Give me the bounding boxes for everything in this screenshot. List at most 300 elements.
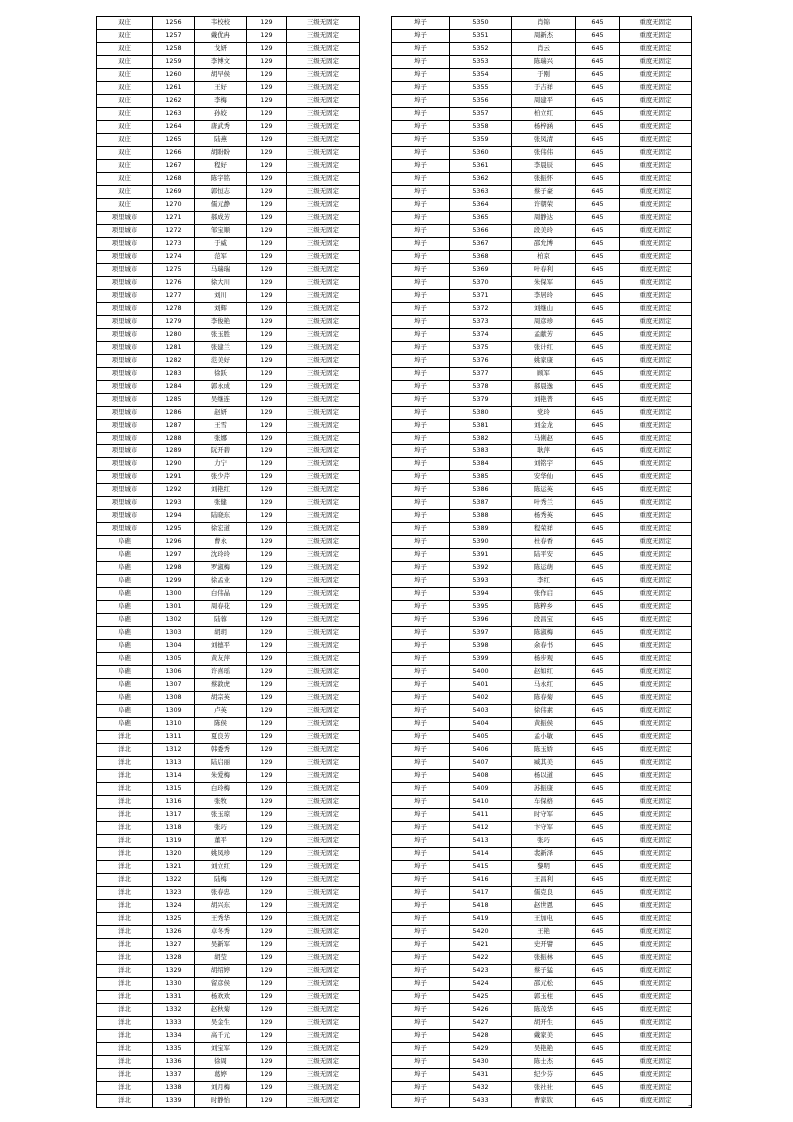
table-row [392, 718, 692, 731]
name-cell: 刘继山 [512, 302, 576, 315]
table-row [97, 237, 360, 250]
name-cell: 赵秋菊 [195, 1003, 247, 1016]
name-cell: 柏立红 [512, 107, 576, 120]
amount-cell: 645 [576, 731, 620, 744]
category-cell: 重度无固定 [620, 601, 692, 614]
area-cell: 埠子 [392, 588, 450, 601]
id-cell: 1330 [153, 977, 195, 990]
amount-cell: 129 [247, 796, 287, 809]
amount-cell: 129 [247, 640, 287, 653]
id-cell: 1288 [153, 432, 195, 445]
id-cell: 5424 [450, 977, 512, 990]
area-cell: 埠子 [392, 783, 450, 796]
amount-cell: 129 [247, 354, 287, 367]
id-cell: 5389 [450, 523, 512, 536]
table-row [97, 1003, 360, 1016]
name-cell: 于威 [195, 237, 247, 250]
category-cell: 重度无固定 [620, 614, 692, 627]
table-row [97, 731, 360, 744]
amount-cell: 645 [576, 977, 620, 990]
table-row [97, 783, 360, 796]
table-row [97, 653, 360, 666]
category-cell: 三级无固定 [287, 562, 360, 575]
table-row [392, 445, 692, 458]
category-cell: 三级无固定 [287, 471, 360, 484]
category-cell: 三级无固定 [287, 302, 360, 315]
table-row [392, 938, 692, 951]
table-row [97, 17, 360, 30]
table-row [97, 523, 360, 536]
category-cell: 重度无固定 [620, 783, 692, 796]
name-cell: 阮开碧 [195, 445, 247, 458]
amount-cell: 645 [576, 640, 620, 653]
area-cell: 项里城市 [97, 211, 153, 224]
id-cell: 1262 [153, 94, 195, 107]
name-cell: 胡盼盼 [195, 146, 247, 159]
area-cell: 埠子 [392, 990, 450, 1003]
area-cell: 项里城市 [97, 328, 153, 341]
amount-cell: 645 [576, 315, 620, 328]
area-cell: 洋北 [97, 1068, 153, 1081]
area-cell: 阜礁 [97, 705, 153, 718]
area-cell: 双庄 [97, 172, 153, 185]
category-cell: 重度无固定 [620, 42, 692, 55]
category-cell: 三级无固定 [287, 406, 360, 419]
area-cell: 埠子 [392, 17, 450, 30]
name-cell: 党玲 [512, 406, 576, 419]
category-cell: 重度无固定 [620, 912, 692, 925]
table-row [97, 1081, 360, 1094]
right-roster-table [391, 16, 692, 1108]
id-cell: 1319 [153, 835, 195, 848]
category-cell: 三级无固定 [287, 185, 360, 198]
area-cell: 阜礁 [97, 640, 153, 653]
table-row [392, 731, 692, 744]
id-cell: 5420 [450, 925, 512, 938]
amount-cell: 645 [576, 328, 620, 341]
amount-cell: 645 [576, 497, 620, 510]
id-cell: 5365 [450, 211, 512, 224]
area-cell: 双庄 [97, 29, 153, 42]
name-cell: 胡莹 [195, 951, 247, 964]
id-cell: 5413 [450, 835, 512, 848]
area-cell: 埠子 [392, 873, 450, 886]
name-cell: 张凤清 [512, 133, 576, 146]
area-cell: 埠子 [392, 432, 450, 445]
name-cell: 李晨辰 [512, 159, 576, 172]
table-row [392, 835, 692, 848]
amount-cell: 129 [247, 263, 287, 276]
name-cell: 张巧 [195, 822, 247, 835]
category-cell: 三级无固定 [287, 315, 360, 328]
amount-cell: 129 [247, 17, 287, 30]
id-cell: 5375 [450, 341, 512, 354]
table-row [392, 198, 692, 211]
area-cell: 埠子 [392, 393, 450, 406]
amount-cell: 129 [247, 250, 287, 263]
category-cell: 三级无固定 [287, 912, 360, 925]
area-cell: 项里城市 [97, 432, 153, 445]
amount-cell: 129 [247, 666, 287, 679]
category-cell: 重度无固定 [620, 1081, 692, 1094]
area-cell: 洋北 [97, 809, 153, 822]
category-cell: 重度无固定 [620, 925, 692, 938]
name-cell: 郭永成 [195, 380, 247, 393]
table-row [97, 757, 360, 770]
amount-cell: 645 [576, 133, 620, 146]
name-cell: 陈淑梅 [512, 627, 576, 640]
name-cell: 时静怡 [195, 1094, 247, 1107]
id-cell: 1302 [153, 614, 195, 627]
id-cell: 1299 [153, 575, 195, 588]
area-cell: 双庄 [97, 107, 153, 120]
category-cell: 三级无固定 [287, 55, 360, 68]
table-row [97, 263, 360, 276]
amount-cell: 129 [247, 315, 287, 328]
table-row [392, 354, 692, 367]
area-cell: 埠子 [392, 549, 450, 562]
name-cell: 蔡子豪 [512, 185, 576, 198]
area-cell: 项里城市 [97, 341, 153, 354]
id-cell: 1275 [153, 263, 195, 276]
area-cell: 洋北 [97, 1029, 153, 1042]
table-row [392, 328, 692, 341]
area-cell: 阜礁 [97, 536, 153, 549]
name-cell: 王艳 [512, 925, 576, 938]
category-cell: 三级无固定 [287, 1094, 360, 1107]
name-cell: 赵妍 [195, 406, 247, 419]
name-cell: 杨步观 [512, 653, 576, 666]
table-row [392, 757, 692, 770]
category-cell: 重度无固定 [620, 17, 692, 30]
name-cell: 段美玲 [512, 224, 576, 237]
id-cell: 5364 [450, 198, 512, 211]
table-row [97, 146, 360, 159]
category-cell: 重度无固定 [620, 964, 692, 977]
table-row [392, 770, 692, 783]
id-cell: 1270 [153, 198, 195, 211]
id-cell: 5381 [450, 419, 512, 432]
amount-cell: 645 [576, 29, 620, 42]
area-cell: 埠子 [392, 198, 450, 211]
id-cell: 1323 [153, 886, 195, 899]
amount-cell: 645 [576, 302, 620, 315]
category-cell: 重度无固定 [620, 94, 692, 107]
category-cell: 三级无固定 [287, 666, 360, 679]
amount-cell: 129 [247, 964, 287, 977]
category-cell: 重度无固定 [620, 1003, 692, 1016]
id-cell: 5392 [450, 562, 512, 575]
area-cell: 双庄 [97, 68, 153, 81]
table-row [392, 796, 692, 809]
category-cell: 重度无固定 [620, 1016, 692, 1029]
table-row [392, 523, 692, 536]
name-cell: 姚家康 [512, 354, 576, 367]
name-cell: 范军 [195, 250, 247, 263]
name-cell: 赵如红 [512, 666, 576, 679]
category-cell: 重度无固定 [620, 575, 692, 588]
area-cell: 项里城市 [97, 224, 153, 237]
name-cell: 董平 [195, 835, 247, 848]
area-cell: 项里城市 [97, 406, 153, 419]
category-cell: 重度无固定 [620, 497, 692, 510]
amount-cell: 129 [247, 1055, 287, 1068]
amount-cell: 645 [576, 120, 620, 133]
amount-cell: 129 [247, 328, 287, 341]
name-cell: 周静达 [512, 211, 576, 224]
area-cell: 项里城市 [97, 289, 153, 302]
name-cell: 徐孟业 [195, 575, 247, 588]
amount-cell: 129 [247, 289, 287, 302]
name-cell: 葛婷 [195, 1068, 247, 1081]
amount-cell: 645 [576, 1081, 620, 1094]
name-cell: 郝成芳 [195, 211, 247, 224]
table-row [392, 42, 692, 55]
table-row [392, 666, 692, 679]
id-cell: 5367 [450, 237, 512, 250]
name-cell: 陆启丽 [195, 757, 247, 770]
table-row [392, 17, 692, 30]
table-row [392, 419, 692, 432]
area-cell: 埠子 [392, 718, 450, 731]
amount-cell: 129 [247, 912, 287, 925]
amount-cell: 129 [247, 81, 287, 94]
amount-cell: 129 [247, 601, 287, 614]
id-cell: 5412 [450, 822, 512, 835]
area-cell: 洋北 [97, 770, 153, 783]
name-cell: 裴新泽 [512, 848, 576, 861]
name-cell: 高千元 [195, 1029, 247, 1042]
area-cell: 埠子 [392, 653, 450, 666]
name-cell: 叶秀兰 [512, 497, 576, 510]
id-cell: 1285 [153, 393, 195, 406]
name-cell: 张振林 [512, 951, 576, 964]
name-cell: 王昌利 [512, 873, 576, 886]
category-cell: 重度无固定 [620, 367, 692, 380]
id-cell: 5370 [450, 276, 512, 289]
amount-cell: 645 [576, 770, 620, 783]
table-row [97, 367, 360, 380]
table-row [392, 912, 692, 925]
table-row [392, 964, 692, 977]
id-cell: 1307 [153, 679, 195, 692]
name-cell: 沈玲玲 [195, 549, 247, 562]
id-cell: 1325 [153, 912, 195, 925]
name-cell: 徐大川 [195, 276, 247, 289]
category-cell: 重度无固定 [620, 692, 692, 705]
area-cell: 洋北 [97, 848, 153, 861]
amount-cell: 129 [247, 899, 287, 912]
amount-cell: 645 [576, 380, 620, 393]
category-cell: 重度无固定 [620, 1042, 692, 1055]
left-roster-body [97, 17, 360, 1108]
table-row [392, 133, 692, 146]
area-cell: 埠子 [392, 445, 450, 458]
category-cell: 三级无固定 [287, 523, 360, 536]
amount-cell: 645 [576, 55, 620, 68]
left-roster-table [96, 16, 360, 1108]
table-row [392, 120, 692, 133]
table-row [392, 640, 692, 653]
amount-cell: 645 [576, 81, 620, 94]
area-cell: 洋北 [97, 796, 153, 809]
area-cell: 埠子 [392, 912, 450, 925]
amount-cell: 645 [576, 276, 620, 289]
category-cell: 三级无固定 [287, 17, 360, 30]
area-cell: 埠子 [392, 68, 450, 81]
category-cell: 重度无固定 [620, 796, 692, 809]
id-cell: 1328 [153, 951, 195, 964]
category-cell: 重度无固定 [620, 276, 692, 289]
area-cell: 洋北 [97, 744, 153, 757]
amount-cell: 645 [576, 263, 620, 276]
id-cell: 5377 [450, 367, 512, 380]
area-cell: 埠子 [392, 55, 450, 68]
amount-cell: 129 [247, 848, 287, 861]
name-cell: 郭恒志 [195, 185, 247, 198]
area-cell: 项里城市 [97, 510, 153, 523]
id-cell: 1271 [153, 211, 195, 224]
area-cell: 埠子 [392, 614, 450, 627]
amount-cell: 129 [247, 873, 287, 886]
name-cell: 马俐赵 [512, 432, 576, 445]
name-cell: 张振怀 [512, 172, 576, 185]
name-cell: 孟献芳 [512, 328, 576, 341]
amount-cell: 645 [576, 419, 620, 432]
name-cell: 儒克良 [512, 886, 576, 899]
category-cell: 三级无固定 [287, 120, 360, 133]
amount-cell: 129 [247, 107, 287, 120]
category-cell: 三级无固定 [287, 510, 360, 523]
amount-cell: 129 [247, 783, 287, 796]
table-row [392, 977, 692, 990]
amount-cell: 645 [576, 172, 620, 185]
amount-cell: 129 [247, 172, 287, 185]
amount-cell: 129 [247, 497, 287, 510]
area-cell: 埠子 [392, 575, 450, 588]
id-cell: 5391 [450, 549, 512, 562]
id-cell: 1256 [153, 17, 195, 30]
area-cell: 阜礁 [97, 601, 153, 614]
amount-cell: 645 [576, 445, 620, 458]
id-cell: 5374 [450, 328, 512, 341]
id-cell: 1274 [153, 250, 195, 263]
name-cell: 儒元静 [195, 198, 247, 211]
category-cell: 重度无固定 [620, 185, 692, 198]
name-cell: 力宁 [195, 458, 247, 471]
table-row [392, 81, 692, 94]
amount-cell: 129 [247, 614, 287, 627]
name-cell: 陆燕 [195, 133, 247, 146]
name-cell: 蔡子猛 [512, 964, 576, 977]
amount-cell: 129 [247, 575, 287, 588]
category-cell: 三级无固定 [287, 354, 360, 367]
name-cell: 吴艳艳 [512, 1042, 576, 1055]
name-cell: 刘宝军 [195, 1042, 247, 1055]
area-cell: 双庄 [97, 94, 153, 107]
name-cell: 留彦侯 [195, 977, 247, 990]
category-cell: 三级无固定 [287, 1016, 360, 1029]
name-cell: 周建平 [512, 94, 576, 107]
table-row [97, 458, 360, 471]
amount-cell: 645 [576, 289, 620, 302]
table-row [392, 367, 692, 380]
area-cell: 埠子 [392, 419, 450, 432]
category-cell: 三级无固定 [287, 172, 360, 185]
table-row [392, 250, 692, 263]
name-cell: 刘月梅 [195, 1081, 247, 1094]
table-row [392, 211, 692, 224]
table-row [97, 315, 360, 328]
area-cell: 埠子 [392, 133, 450, 146]
id-cell: 5399 [450, 653, 512, 666]
id-cell: 5390 [450, 536, 512, 549]
name-cell: 李俊艳 [195, 315, 247, 328]
category-cell: 重度无固定 [620, 55, 692, 68]
name-cell: 卞守军 [512, 822, 576, 835]
name-cell: 杨欢欢 [195, 990, 247, 1003]
id-cell: 1258 [153, 42, 195, 55]
name-cell: 刘德平 [195, 640, 247, 653]
name-cell: 韦校校 [195, 17, 247, 30]
area-cell: 埠子 [392, 1081, 450, 1094]
category-cell: 三级无固定 [287, 964, 360, 977]
id-cell: 5359 [450, 133, 512, 146]
area-cell: 埠子 [392, 1029, 450, 1042]
name-cell: 韩委秀 [195, 744, 247, 757]
table-row [392, 873, 692, 886]
category-cell: 重度无固定 [620, 341, 692, 354]
id-cell: 1268 [153, 172, 195, 185]
category-cell: 三级无固定 [287, 1042, 360, 1055]
table-row [392, 406, 692, 419]
id-cell: 1278 [153, 302, 195, 315]
amount-cell: 645 [576, 237, 620, 250]
area-cell: 项里城市 [97, 315, 153, 328]
area-cell: 埠子 [392, 705, 450, 718]
area-cell: 埠子 [392, 899, 450, 912]
id-cell: 1317 [153, 809, 195, 822]
category-cell: 重度无固定 [620, 822, 692, 835]
id-cell: 1276 [153, 276, 195, 289]
table-row [97, 107, 360, 120]
category-cell: 三级无固定 [287, 458, 360, 471]
table-row [97, 380, 360, 393]
name-cell: 罗淑梅 [195, 562, 247, 575]
amount-cell: 129 [247, 1068, 287, 1081]
id-cell: 5405 [450, 731, 512, 744]
table-row [97, 925, 360, 938]
id-cell: 5423 [450, 964, 512, 977]
name-cell: 李居玲 [512, 289, 576, 302]
id-cell: 5369 [450, 263, 512, 276]
name-cell: 马瑞瑞 [195, 263, 247, 276]
area-cell: 双庄 [97, 55, 153, 68]
category-cell: 三级无固定 [287, 328, 360, 341]
id-cell: 1259 [153, 55, 195, 68]
table-row [97, 159, 360, 172]
table-row [97, 912, 360, 925]
category-cell: 三级无固定 [287, 1055, 360, 1068]
id-cell: 5361 [450, 159, 512, 172]
category-cell: 重度无固定 [620, 133, 692, 146]
id-cell: 5354 [450, 68, 512, 81]
table-row [392, 510, 692, 523]
category-cell: 重度无固定 [620, 718, 692, 731]
name-cell: 王雪 [195, 419, 247, 432]
amount-cell: 645 [576, 653, 620, 666]
table-row [97, 1094, 360, 1107]
